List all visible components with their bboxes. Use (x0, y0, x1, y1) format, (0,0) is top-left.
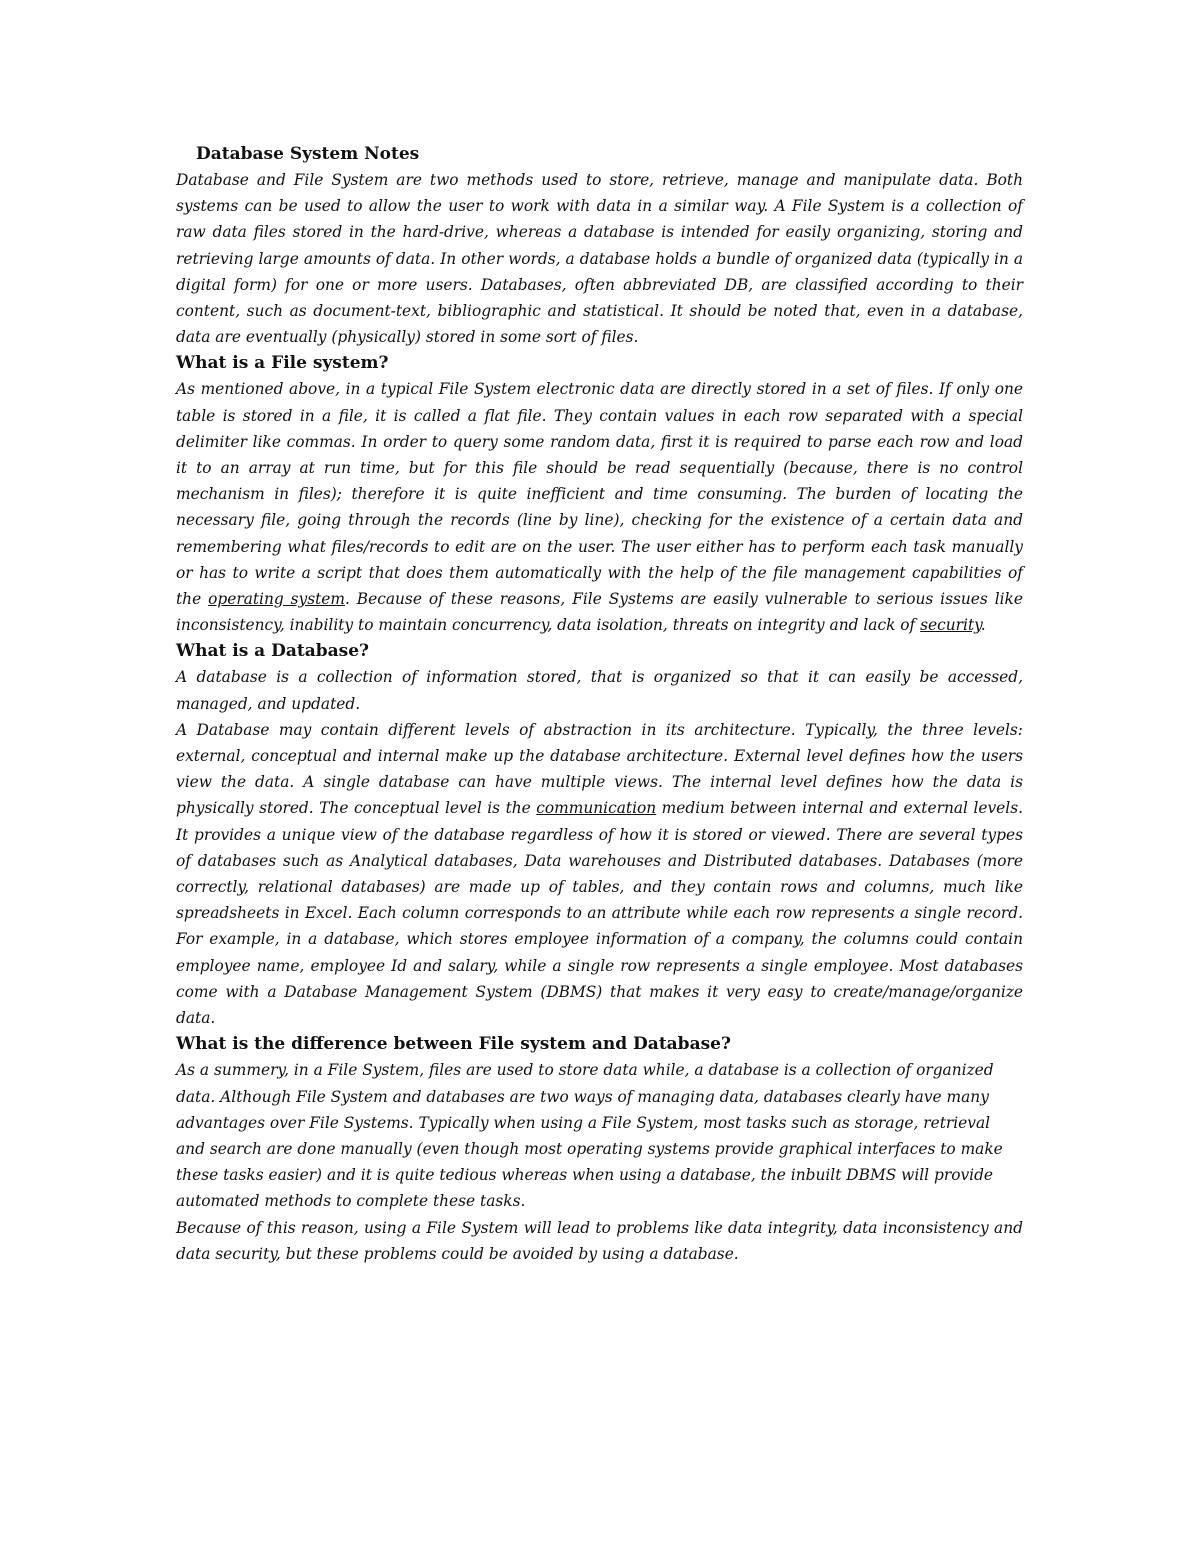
database-definition-paragraph: A database is a collection of information stored, that is organized so that it can easily be accessed, managed, and updated. (176, 668, 1023, 713)
security-link[interactable]: security (920, 616, 981, 635)
text-run: medium between internal and external levels. It provides a unique view of the database regardless of how it is stored or viewed. There are several types of databases such as Analytical databases, Data warehouses and Distributed databases. Databases (more correctly, relational databases) are made up of tables, and they contain rows and columns, much like spreadsheets in Excel. Each column corresponds to an attribute while each row represents a single record. For example, in a database, which stores employee information of a company, the columns could contain employee name, employee Id and salary, while a single row represents a single employee. Most databases come with a Database Management System (DBMS) that makes it very easy to create/manage/organize data. (176, 799, 1023, 1028)
section-heading-file-system: What is a File system? (176, 353, 389, 374)
page-title: Database System Notes (196, 144, 420, 164)
section-heading-database: What is a Database? (176, 641, 369, 662)
text-run: . (980, 616, 986, 635)
document-page (176, 141, 1023, 1267)
communication-link[interactable]: communication (536, 799, 657, 818)
text-run: As mentioned above, in a typical File System electronic data are directly stored in a set of files. If only one table is stored in a file, it is called a flat file. They contain values in each row separated with a special delimiter like commas. In order to query some random data, first it is required to parse each row and load it to an array at run time, but for this file should be read sequentially (because, there is no control mechanism in files); therefore it is quite inefficient and time consuming. The burden of locating the necessary file, going through the records (line by line), checking for the existence of a certain data and remembering what files/records to edit are on the user. The user either has to perform each task manually or has to write a script that does them automatically with the help of the file management capabilities of the (176, 380, 1023, 609)
conclusion-paragraph: Because of this reason, using a File System will lead to problems like data integrity, data inconsistency and data security, but these problems could be avoided by using a database. (176, 1218, 1023, 1263)
database-levels-paragraph (176, 717, 1023, 1031)
operating-system-link[interactable]: operating system (208, 590, 346, 609)
text-run: A Database may contain different levels of abstraction in its architecture. Typically, the three levels: external, conceptual and internal make up the database architecture. External level defines how the users view the data. A single database can have multiple views. The internal level defines how the data is physically stored. The conceptual level is the (176, 720, 1023, 818)
section-heading-difference: What is the difference between File system and Database? (176, 1034, 731, 1055)
difference-paragraph: As a summery, in a File System, files are used to store data while, a database is a collection of organized data. Although File System and databases are two ways of managing data, databases clearly have many advantages over File Systems. Typically when using a File System, most tasks such as storage, retrieval and search are done manually (even though most operating systems provide graphical interfaces to make these tasks easier) and it is quite tedious whereas when using a database, the inbuilt DBMS will provide automated methods to complete these tasks. (176, 1061, 1003, 1211)
text-run: . Because of these reasons, File Systems are easily vulnerable to serious issues like inconsistency, inability to maintain concurrency, data isolation, threats on integrity and lack of (176, 590, 1023, 635)
file-system-paragraph (176, 376, 1023, 638)
intro-paragraph: Database and File System are two methods used to store, retrieve, manage and manipulate data. Both systems can be used to allow the user to work with data in a similar way. A File System is a collection of raw data files stored in the hard-drive, whereas a database is intended for easily organizing, storing and retrieving large amounts of data. In other words, a database holds a bundle of organized data (typically in a digital form) for one or more users. Databases, often abbreviated DB, are classified according to their content, such as document-text, bibliographic and statistical. It should be noted that, even in a database, data are eventually (physically) stored in some sort of files. (176, 171, 1023, 347)
